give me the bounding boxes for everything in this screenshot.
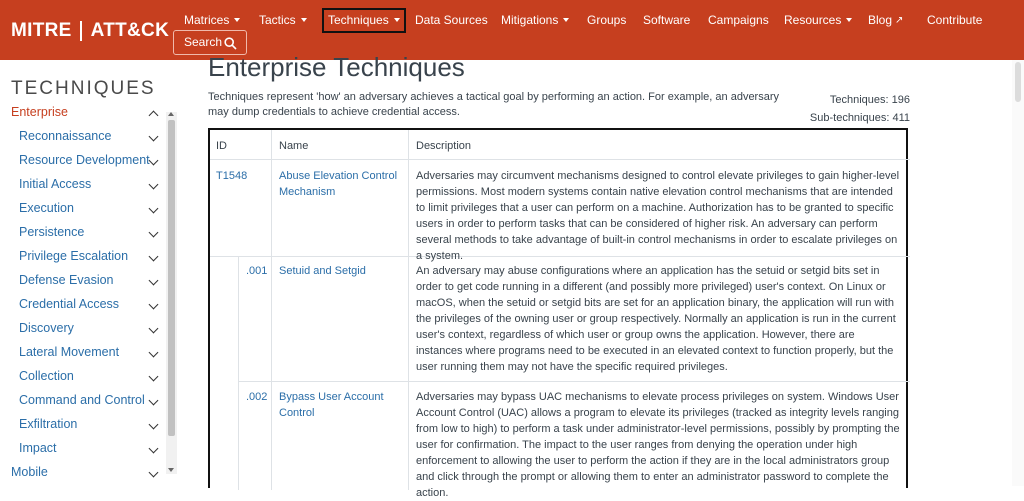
sidebar-item-resource-development[interactable]: [0, 150, 166, 170]
nav-contribute[interactable]: [927, 10, 982, 30]
chevron-down-icon[interactable]: [149, 420, 159, 430]
nav-matrices-label: Matrices: [184, 13, 230, 27]
column-divider: [271, 256, 272, 490]
nav-mitigations[interactable]: [501, 10, 569, 30]
page-scrollbar[interactable]: [1012, 60, 1024, 486]
logo-divider: [80, 21, 82, 41]
nav-data-sources[interactable]: [415, 10, 488, 30]
nav-tactics[interactable]: [259, 10, 307, 30]
page-intro: Techniques represent 'how' an adversary achieves a tactical goal by performing an action. For example, an adversary may dump credentials to achieve credential access.: [208, 91, 780, 118]
page-title: Enterprise Techniques: [208, 52, 465, 82]
chevron-down-icon: [234, 18, 240, 22]
sidebar-item-label: Enterprise: [11, 105, 68, 119]
external-link-icon: ↗: [895, 15, 904, 26]
column-divider: [408, 130, 409, 490]
header-description: Description: [416, 140, 472, 152]
search-button-label: Search: [184, 35, 223, 49]
scroll-up-arrow-icon[interactable]: [168, 112, 174, 116]
sidebar-item-persistence[interactable]: [0, 222, 166, 242]
sidebar-item-collection[interactable]: [0, 366, 166, 386]
chevron-down-icon[interactable]: [149, 276, 159, 286]
chevron-down-icon[interactable]: [149, 372, 159, 382]
sidebar-item-enterprise[interactable]: [0, 102, 166, 122]
row-description: Adversaries may bypass UAC mechanisms to elevate process privileges on system. Windows User Account Control (UAC) allows a program to elevate its privileges (tracked as integrity levels ranging from low to high) to perform a task under administrator-level permissions, possibly by prompting the user for confirmation. The impact to the user ranges from denying the operation under high enforcement to allowing the user to perform the action if they are in the local administrators group and click through the prompt or allowing them to enter an administrator password to complete the action.: [416, 391, 900, 499]
sidebar-item-label: Resource Development: [19, 153, 150, 167]
sidebar-item-label: Execution: [19, 201, 74, 215]
sidebar-item-lateral-movement[interactable]: [0, 342, 166, 362]
nav-contribute-label: Contribute: [927, 13, 983, 27]
chevron-down-icon[interactable]: [149, 252, 159, 262]
column-divider: [238, 256, 239, 490]
header-name: Name: [279, 140, 309, 152]
chevron-down-icon[interactable]: [149, 180, 159, 190]
sidebar-item-label: Initial Access: [19, 177, 92, 191]
sidebar-item-label: Collection: [19, 369, 74, 383]
nav-groups[interactable]: [587, 10, 626, 30]
sidebar-item-label: Reconnaissance: [19, 129, 112, 143]
techniques-sidebar: [0, 60, 178, 486]
chevron-down-icon[interactable]: [149, 444, 159, 454]
sidebar-item-label: Lateral Movement: [19, 345, 120, 359]
sidebar-item-mobile[interactable]: [0, 462, 166, 482]
nav-blog-label: Blog: [868, 13, 893, 27]
row-divider: [238, 381, 910, 382]
scroll-down-arrow-icon[interactable]: [168, 468, 174, 472]
logo-mitre-text: MITRE: [11, 20, 72, 41]
page-scroll-thumb[interactable]: [1015, 62, 1021, 102]
sidebar-item-label: Mobile: [11, 465, 48, 479]
sidebar-item-reconnaissance[interactable]: [0, 126, 166, 146]
sidebar-scroll-thumb[interactable]: [168, 120, 175, 436]
nav-matrices[interactable]: [184, 10, 240, 30]
chevron-down-icon[interactable]: [149, 228, 159, 238]
sidebar-item-label: Defense Evasion: [19, 273, 114, 287]
header-id: ID: [216, 140, 227, 152]
chevron-down-icon: [301, 18, 307, 22]
sidebar-item-execution[interactable]: [0, 198, 166, 218]
sidebar-item-label: Discovery: [19, 321, 74, 335]
chevron-down-icon[interactable]: [149, 132, 159, 142]
chevron-down-icon: [394, 18, 400, 22]
nav-techniques[interactable]: [322, 8, 406, 33]
row-id-link[interactable]: .001: [246, 265, 268, 277]
sidebar-item-initial-access[interactable]: [0, 174, 166, 194]
nav-techniques-label: Techniques: [328, 13, 389, 27]
sidebar-item-label: Credential Access: [19, 297, 120, 311]
main-content: [178, 52, 1024, 499]
nav-campaigns-label: Campaigns: [708, 13, 769, 27]
top-navbar: [0, 0, 1024, 60]
row-description: Adversaries may circumvent mechanisms designed to control elevate privileges to gain higher-level permissions. Most modern systems contain native elevation control mechanisms that are intended to limit privileges that a user can perform on a machine. Authorization has to be granted to specific users in order to perform tasks that can be considered of higher risk. An adversary can perform several methods to take advantage of built-in control mechanisms in order to escalate privileges on a system.: [416, 170, 900, 262]
sidebar-item-credential-access[interactable]: [0, 294, 166, 314]
row-id-link[interactable]: T1548: [216, 170, 248, 182]
nav-campaigns[interactable]: [708, 10, 769, 30]
nav-mitigations-label: Mitigations: [501, 13, 559, 27]
chevron-down-icon[interactable]: [149, 348, 159, 358]
sidebar-item-command-and-control[interactable]: [0, 390, 166, 410]
nav-software-label: Software: [643, 13, 691, 27]
sidebar-item-discovery[interactable]: [0, 318, 166, 338]
table-header: [210, 130, 910, 160]
techniques-table: [208, 128, 908, 499]
sidebar-item-label: Privilege Escalation: [19, 249, 129, 263]
logo-attack-text: ATT&CK: [90, 20, 170, 41]
mitre-attack-logo[interactable]: [11, 19, 169, 43]
nav-blog[interactable]: [868, 10, 903, 30]
sidebar-scrollbar[interactable]: [166, 112, 177, 474]
nav-resources-label: Resources: [784, 13, 842, 27]
sidebar-item-impact[interactable]: [0, 438, 166, 458]
nav-software[interactable]: [643, 10, 690, 30]
chevron-down-icon[interactable]: [149, 324, 159, 334]
nav-resources[interactable]: [784, 10, 852, 30]
chevron-down-icon[interactable]: [149, 156, 159, 166]
sidebar-item-label: Command and Control: [19, 393, 145, 407]
chevron-down-icon[interactable]: [149, 468, 159, 478]
nav-groups-label: Groups: [587, 13, 627, 27]
chevron-down-icon[interactable]: [149, 204, 159, 214]
row-description: An adversary may abuse configurations where an application has the setuid or setgid bits set in order to get code running in a different (and possibly more privileged) user's context. On Linux or macOS, when the setuid or setgid bits are set for an application binary, the application will run with the privileges of the owning user or group respectively. Normally an application is run in the current user's context, regardless of which user or group owns the application. However, there are instances where programs need to be executed in an elevated context to function properly, but the user running them may not have the specific required privileges.: [416, 265, 896, 373]
chevron-up-icon[interactable]: [149, 111, 159, 121]
row-id-link[interactable]: .002: [246, 391, 268, 403]
sidebar-item-label: Impact: [19, 441, 57, 455]
techniques-count: Techniques: 196: [829, 94, 910, 106]
chevron-down-icon: [846, 18, 852, 22]
sidebar-item-defense-evasion[interactable]: [0, 270, 166, 290]
row-name-link[interactable]: Setuid and Setgid: [279, 265, 366, 277]
subtechniques-count: Sub-techniques: 411: [809, 112, 910, 124]
chevron-down-icon[interactable]: [149, 300, 159, 310]
column-divider: [271, 130, 272, 256]
row-name-link[interactable]: Abuse Elevation Control Mechanism: [279, 170, 398, 198]
sidebar-item-label: Persistence: [19, 225, 85, 239]
nav-data-sources-label: Data Sources: [415, 13, 488, 27]
sidebar-item-exfiltration[interactable]: [0, 414, 166, 434]
chevron-down-icon[interactable]: [149, 396, 159, 406]
sidebar-item-privilege-escalation[interactable]: [0, 246, 166, 266]
row-name-link[interactable]: Bypass User Account Control: [279, 391, 384, 419]
sidebar-item-label: Exfiltration: [19, 417, 78, 431]
sidebar-title: TECHNIQUES: [11, 78, 156, 99]
chevron-down-icon: [563, 18, 569, 22]
search-icon: [224, 37, 237, 50]
nav-tactics-label: Tactics: [259, 13, 296, 27]
